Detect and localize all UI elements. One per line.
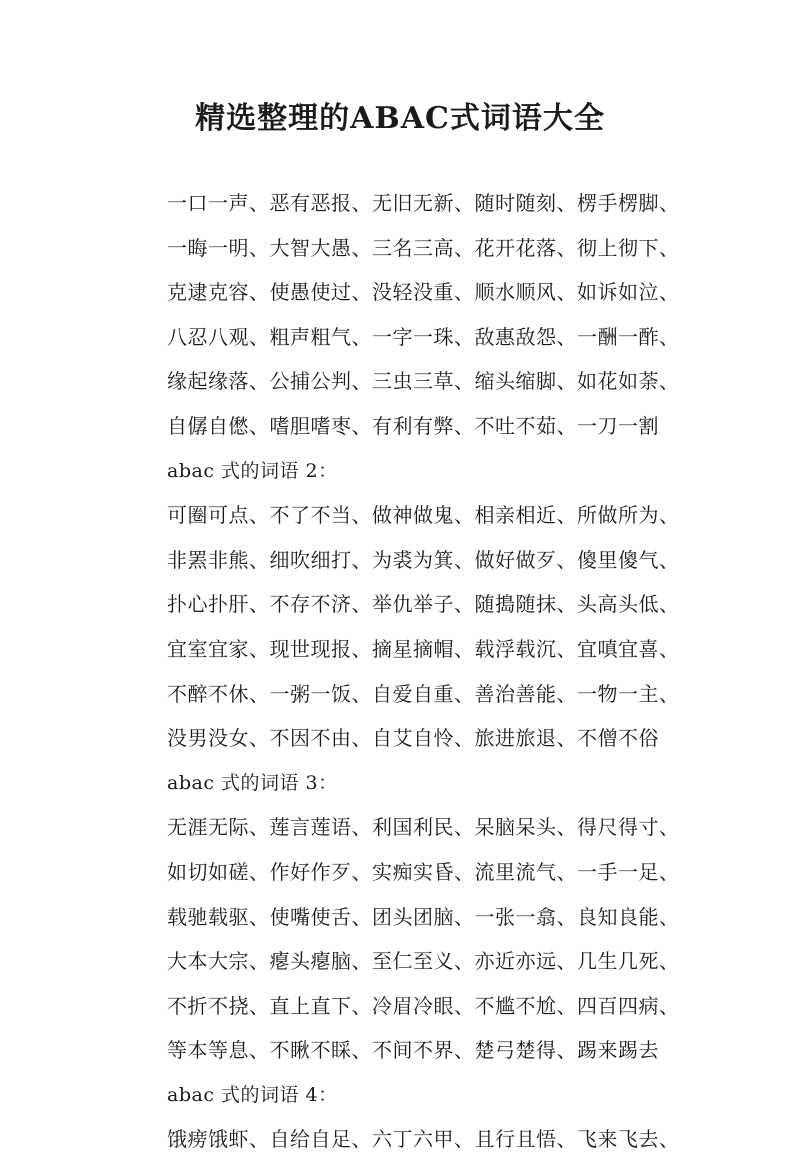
text-line: 无涯无际、莲言莲语、利国利民、呆脑呆头、得尺得寸、 [167,815,680,840]
text-line: 不折不挠、直上直下、冷眉冷眼、不尴不尬、四百四病、 [167,993,680,1018]
document-body [167,181,687,1162]
text-line: 载驰载驱、使嘴使舌、团头团脑、一张一翕、良知良能、 [167,904,680,929]
document-title: 精选整理的ABAC式词语大全 [195,101,605,136]
text-line: 可圈可点、不了不当、做神做鬼、相亲相近、所做所为、 [167,503,680,528]
text-line: 缘起缘落、公捕公判、三虫三草、缩头缩脚、如花如荼、 [167,369,680,394]
text-line: 饿痨饿虾、自给自足、六丁六甲、且行且悟、飞来飞去、 [167,1127,680,1152]
text-line: 大本大宗、瘪头瘪脑、至仁至义、亦近亦远、几生几死、 [167,949,680,974]
text-line: 克逮克容、使愚使过、没轻没重、顺水顺风、如诉如泣、 [167,280,680,305]
text-line: 一晦一明、大智大愚、三名三高、花开花落、彻上彻下、 [167,235,680,260]
text-line: 自僝自僽、嗜胆嗜枣、有利有弊、不吐不茹、一刀一割 [167,413,659,438]
section-heading: abac 式的词语 3： [167,771,338,794]
text-line: 等本等息、不瞅不睬、不间不界、楚弓楚得、踢来踢去 [167,1038,659,1063]
text-line: 一口一声、恶有恶报、无旧无新、随时随刻、楞手楞脚、 [167,191,680,215]
text-line: 非罴非熊、细吹细打、为裘为箕、做好做歹、傻里傻气、 [167,547,680,572]
text-line: 八忍八观、粗声粗气、一字一珠、敌惠敌怨、一酬一酢、 [167,324,680,349]
text-line: 如切如磋、作好作歹、实痴实昏、流里流气、一手一足、 [167,859,680,884]
section-heading: abac 式的词语 4： [167,1083,338,1106]
text-line: 没男没女、不因不由、自艾自怜、旅进旅退、不僧不俗 [167,726,659,751]
section-heading: abac 式的词语 2： [167,459,338,482]
text-line: 宜室宜家、现世现报、摘星摘帽、载浮载沉、宜嗔宜喜、 [167,636,680,661]
text-line: 扑心扑肝、不存不济、举仇举子、随搗随抹、头高头低、 [167,592,680,617]
text-line: 不醉不休、一粥一饭、自爱自重、善治善能、一物一主、 [167,681,680,706]
